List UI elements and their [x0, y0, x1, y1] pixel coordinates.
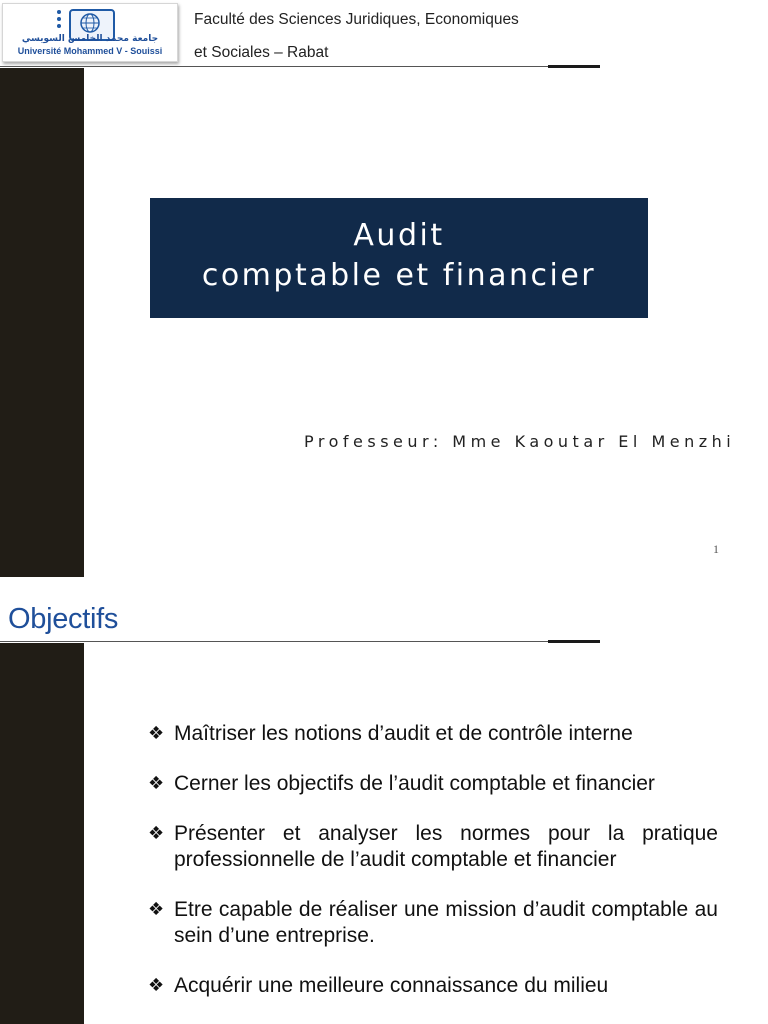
objectives-rule-thick	[548, 640, 600, 643]
university-logo	[2, 3, 178, 62]
objective-item	[148, 973, 718, 999]
course-title-line2: comptable et financier	[201, 258, 597, 293]
logo-dots	[57, 10, 65, 36]
diamond-bullet-icon: ❖	[148, 723, 165, 744]
faculty-name-line2: et Sociales – Rabat	[194, 44, 329, 61]
objective-item	[148, 821, 718, 873]
objective-text: Cerner les objectifs de l’audit comptable et financier	[174, 772, 655, 795]
objective-text: Etre capable de réaliser une mission d’audit comptable au sein d’une entreprise.	[174, 898, 718, 947]
diamond-bullet-icon: ❖	[148, 899, 165, 920]
left-side-bar	[0, 68, 84, 577]
objectives-rule-thin	[0, 641, 548, 642]
objectives-list	[148, 721, 718, 1023]
logo-latin-text: Université Mohammed V - Souissi	[17, 46, 163, 56]
faculty-name-line1: Faculté des Sciences Juridiques, Economiques	[194, 11, 519, 28]
objective-item	[148, 897, 718, 949]
diamond-bullet-icon: ❖	[148, 773, 165, 794]
header-rule-thick	[548, 65, 600, 68]
objective-text: Maîtriser les notions d’audit et de contrôle interne	[174, 722, 633, 745]
page-number: 1	[713, 542, 719, 556]
left-side-bar	[0, 643, 84, 1024]
objectives-title: Objectifs	[8, 603, 119, 635]
diamond-bullet-icon: ❖	[148, 823, 165, 844]
professor-name: Professeur: Mme Kaoutar El Menzhi	[304, 432, 736, 451]
diamond-bullet-icon: ❖	[148, 975, 165, 996]
logo-arabic-text: جامعة محمد الخامس السويسي	[21, 34, 159, 44]
objective-item	[148, 771, 718, 797]
course-title-box	[150, 198, 648, 318]
objective-text: Acquérir une meilleure connaissance du milieu	[174, 974, 609, 997]
slide-objectives	[0, 577, 768, 1024]
course-title-line1: Audit	[353, 218, 445, 253]
objective-item	[148, 721, 718, 747]
objective-text: Présenter et analyser les normes pour la pratique professionnelle de l’audit comptable et financier	[174, 822, 718, 871]
header-rule-thin	[0, 66, 548, 67]
